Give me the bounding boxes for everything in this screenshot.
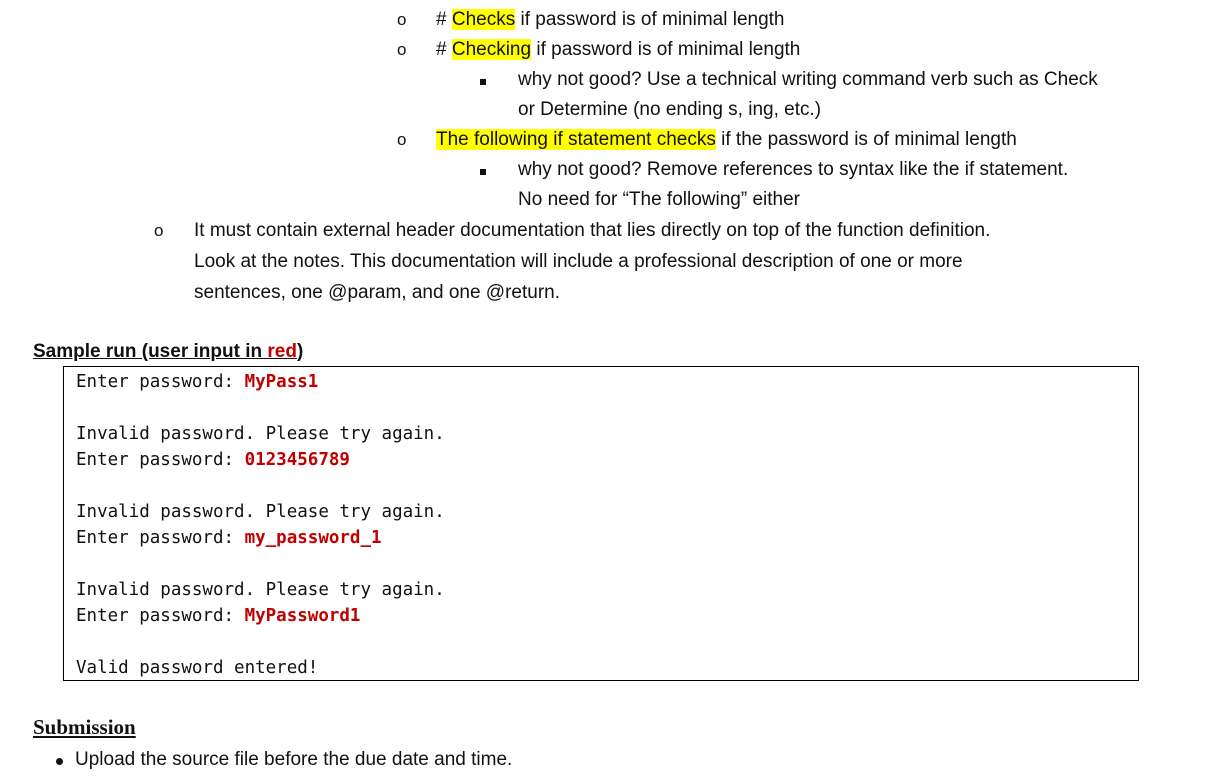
user-input: MyPass1 xyxy=(244,372,319,392)
console-line: Invalid password. Please try again. xyxy=(76,580,445,600)
console-line xyxy=(76,371,318,393)
example-comment-following xyxy=(436,128,1017,151)
heading-prefix: Sample run (user input in xyxy=(33,341,268,362)
header-doc-text: Look at the notes. This documentation will include a professional description of one or more xyxy=(194,251,963,272)
why-not-good-text: or Determine (no ending s, ing, etc.) xyxy=(518,99,822,120)
sample-run-console xyxy=(63,366,1139,681)
user-input: my_password_1 xyxy=(244,528,382,548)
dot-bullet xyxy=(56,748,63,771)
sample-run-heading xyxy=(33,340,303,363)
console-line: Invalid password. Please try again. xyxy=(76,502,445,522)
console-line xyxy=(76,527,382,549)
why-not-good-text: No need for “The following” either xyxy=(518,189,800,210)
example-rest: if password is of minimal length xyxy=(515,9,785,30)
header-doc-text: sentences, one @param, and one @return. xyxy=(194,282,561,303)
o-bullet: o xyxy=(397,130,407,149)
console-line: Valid password entered! xyxy=(76,658,319,678)
heading-red-word: red xyxy=(267,341,297,362)
o-bullet: o xyxy=(154,221,164,240)
square-bullet xyxy=(480,68,486,91)
o-bullet: o xyxy=(397,40,407,59)
console-line xyxy=(76,605,360,627)
submission-item: Upload the source file before the due date and time. xyxy=(75,749,513,770)
why-not-good-text: why not good? Remove references to syntax like the if statement. xyxy=(518,159,1069,180)
prompt-text: Enter password: xyxy=(76,372,245,392)
example-comment-checks xyxy=(436,8,785,31)
example-prefix: # xyxy=(436,39,452,60)
highlighted-text: Checking xyxy=(451,39,532,60)
highlighted-text: The following if statement checks xyxy=(436,129,716,150)
heading-suffix: ) xyxy=(296,341,304,362)
square-bullet xyxy=(480,158,486,181)
why-not-good-text: why not good? Use a technical writing command verb such as Check xyxy=(518,69,1098,90)
header-doc-text: It must contain external header documentation that lies directly on top of the function definition. xyxy=(194,220,991,241)
prompt-text: Enter password: xyxy=(76,606,245,626)
highlighted-text: Checks xyxy=(451,9,516,30)
example-rest: if the password is of minimal length xyxy=(715,129,1017,150)
console-line: Invalid password. Please try again. xyxy=(76,424,445,444)
o-bullet: o xyxy=(397,10,407,29)
prompt-text: Enter password: xyxy=(76,450,245,470)
user-input: 0123456789 xyxy=(244,450,350,470)
user-input: MyPassword1 xyxy=(244,606,361,626)
example-comment-checking xyxy=(436,38,800,61)
console-line xyxy=(76,449,350,471)
example-rest: if password is of minimal length xyxy=(531,39,801,60)
prompt-text: Enter password: xyxy=(76,528,245,548)
example-prefix: # xyxy=(436,9,452,30)
submission-heading: Submission xyxy=(33,715,136,739)
